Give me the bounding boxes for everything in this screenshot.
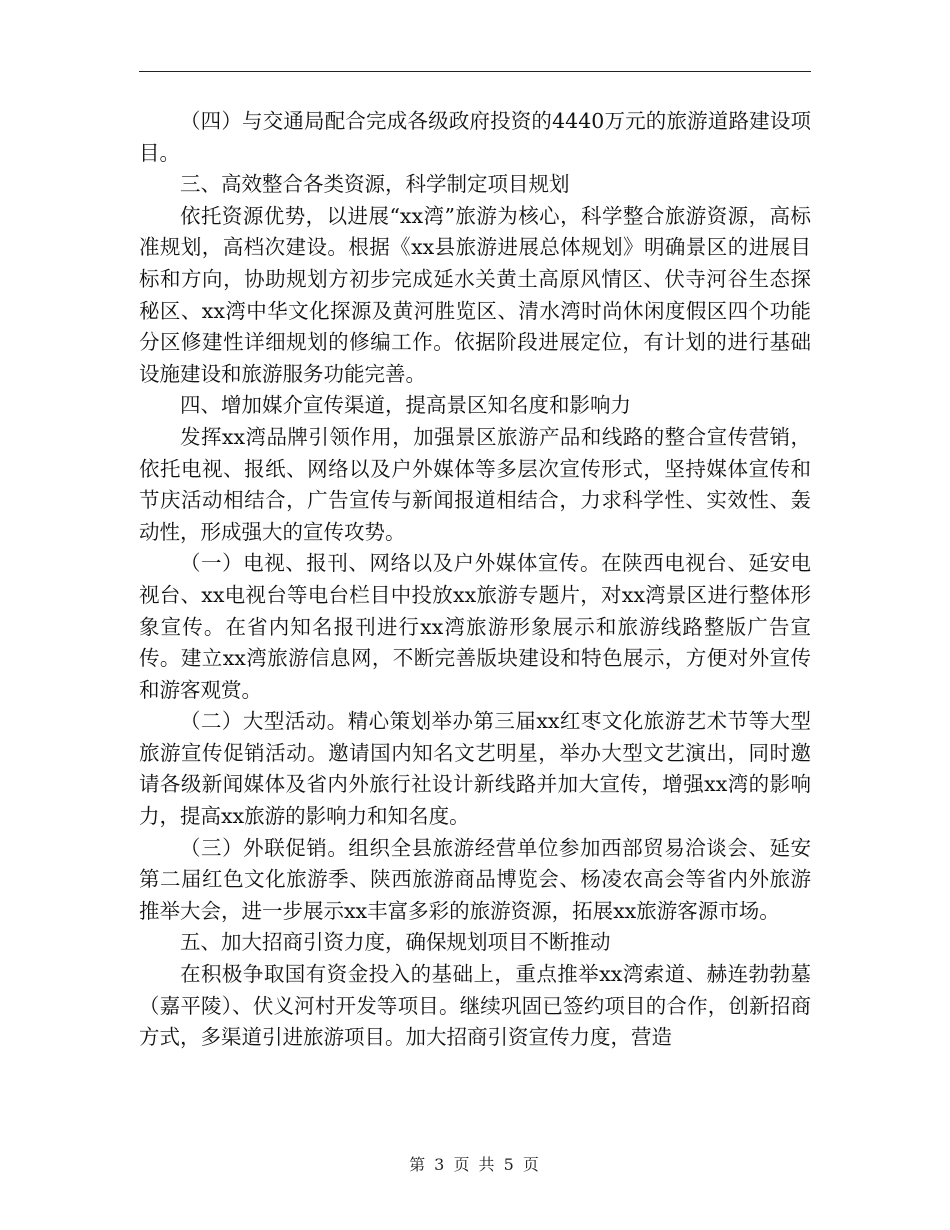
paragraph: （二）大型活动。精心策划举办第三届xx红枣文化旅游艺术节等大型旅游宣传促销活动。邀请国内知名文艺明星，举办大型文艺演出，同时邀请各级新闻媒体及省内外旅行社设计新线路并加大宣传，增强xx湾的影响力，提高xx旅游的影响力和知名度。 bbox=[139, 709, 811, 829]
paragraph: （一）电视、报刊、网络以及户外媒体宣传。在陕西电视台、延安电视台、xx电视台等电台栏目中投放xx旅游专题片，对xx湾景区进行整体形象宣传。在省内知名报刊进行xx湾旅游形象展示和旅游线路整版广告宣传。建立xx湾旅游信息网，不断完善版块建设和特色展示，方便对外宣传和游客观赏。 bbox=[139, 551, 811, 702]
paragraph: （四）与交通局配合完成各级政府投资的4440万元的旅游道路建设项目。 bbox=[139, 109, 811, 165]
section-heading: 五、加大招商引资力度，确保规划项目不断推动 bbox=[180, 930, 611, 955]
paragraph: 发挥xx湾品牌引领作用，加强景区旅游产品和线路的整合宣传营销，依托电视、报纸、网络以及户外媒体等多层次宣传形式，坚持媒体宣传和节庆活动相结合，广告宣传与新闻报道相结合，力求科学性、实效性、轰动性，形成强大的宣传攻势。 bbox=[139, 424, 811, 544]
header-rule bbox=[139, 71, 811, 72]
paragraph: 依托资源优势，以进展“xx湾”旅游为核心，科学整合旅游资源，高标准规划，高档次建设。根据《xx县旅游进展总体规划》明确景区的进展目标和方向，协助规划方初步完成延水关黄土高原风情区、伏寺河谷生态探秘区、xx湾中华文化探源及黄河胜览区、清水湾时尚休闲度假区四个功能分区修建性详细规划的修编工作。依据阶段进展定位，有计划的进行基础设施建设和旅游服务功能完善。 bbox=[139, 203, 811, 386]
paragraph: （三）外联促销。组织全县旅游经营单位参加西部贸易洽谈会、延安第二届红色文化旅游季、陕西旅游商品博览会、杨凌农高会等省内外旅游推举大会，进一步展示xx丰富多彩的旅游资源，拓展xx旅游客源市场。 bbox=[139, 835, 811, 923]
document-body bbox=[139, 106, 811, 1054]
section-heading: 四、增加媒介宣传渠道，提高景区知名度和影响力 bbox=[180, 393, 631, 418]
page-number: 第 3 页 共 5 页 bbox=[409, 1155, 541, 1174]
paragraph: 在积极争取国有资金投入的基础上，重点推举xx湾索道、赫连勃勃墓（嘉平陵）、伏义河村开发等项目。继续巩固已签约项目的合作，创新招商方式，多渠道引进旅游项目。加大招商引资宣传力度，营造 bbox=[139, 962, 811, 1050]
section-heading: 三、高效整合各类资源，科学制定项目规划 bbox=[180, 172, 570, 197]
